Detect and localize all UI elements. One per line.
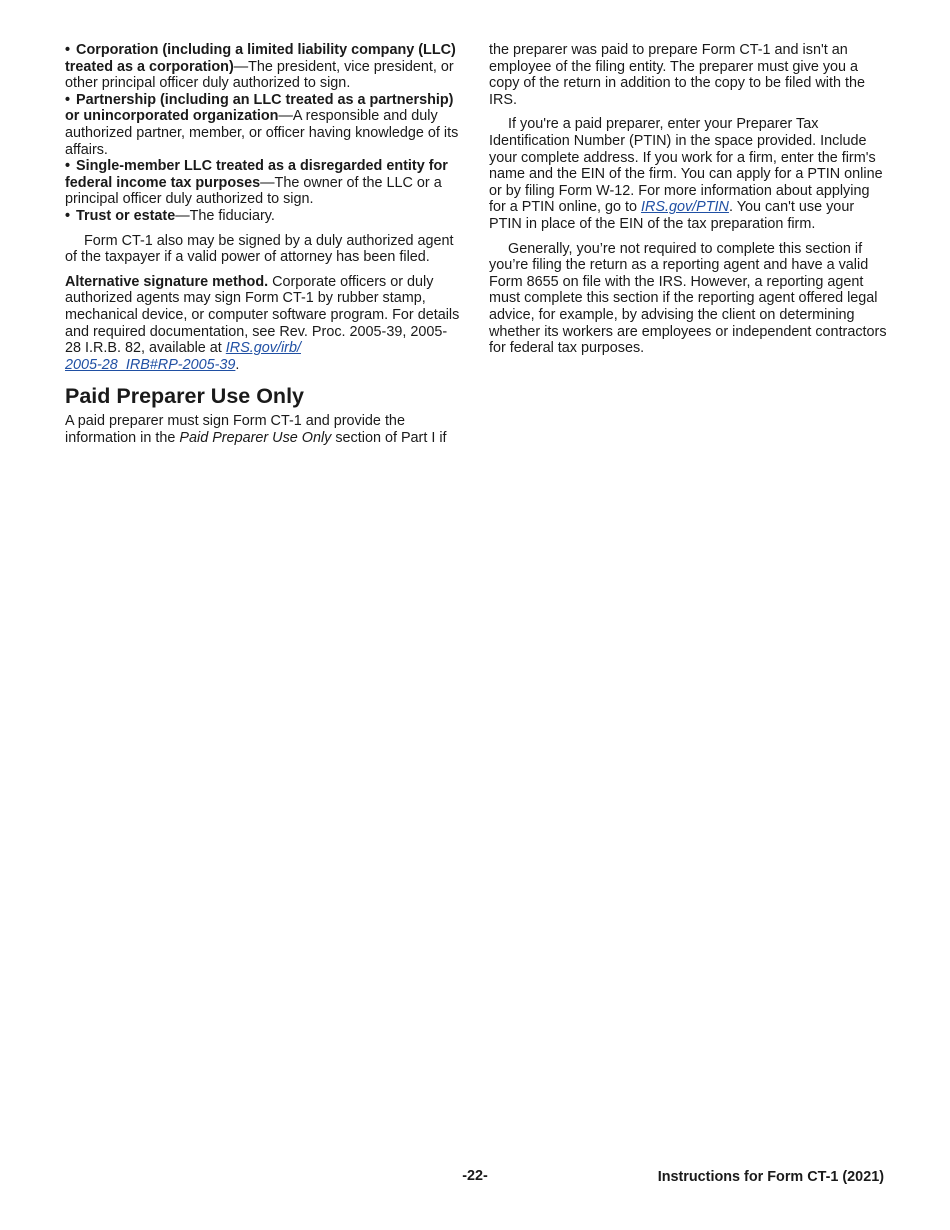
bullet-corporation-term: Corporation (including a limited liability company (LLC) treated as a corporation) [65,42,456,75]
alternative-signature-heading: Alternative signature method. [65,273,269,290]
paid-preparer-text-start: A paid preparer must sign Form CT-1 and provide the information in the [65,413,405,446]
bullet-partnership-text: —A responsible and duly authorized partner, member, or officer having knowledge of its affairs. [65,108,459,158]
agent-signature-paragraph: Form CT-1 also may be signed by a duly authorized agent of the taxpayer if a valid power of attorney has been filed. [65,232,454,266]
section-heading-paid-preparer: Paid Preparer Use Only [65,384,304,409]
rev-proc-link-part-2: 2005-28_IRB#RP-2005-39 [65,356,236,373]
bullet-corporation-text: —The president, vice president, or other principal officer duly authorized to sign. [65,58,454,92]
bullet-corporation [65,42,463,92]
alternative-signature-paragraph [65,274,463,374]
ptin-paragraph [489,116,889,232]
bullet-icon: • [65,91,71,108]
left-column [65,42,463,446]
bullet-partnership-term: Partnership (including an LLC treated as a partnership) or unincorporated organization [65,91,454,125]
paid-preparer-text-end: section of Part I if [331,429,447,446]
alternative-signature-text: Corporate officers or duly authorized agents may sign Form CT-1 by rubber stamp, mechanical device, or computer software program. For details and required documentation, see Rev. Proc. 2005-39, 2005-28 I.R.B. 82, available at [65,273,460,357]
bullet-trust-estate-text: —The fiduciary. [175,207,275,224]
paid-preparer-paragraph [65,413,463,446]
bullet-single-member-llc [65,158,463,208]
bullet-icon: • [65,158,71,175]
alternative-signature-end: . [235,356,240,373]
bullet-single-member-llc-term: Single-member LLC treated as a disregarded entity for federal income tax purposes [65,158,448,191]
rev-proc-link-part-1: IRS.gov/irb/ [225,340,301,357]
bullet-single-member-llc-text: —The owner of the LLC or a principal officer duly authorized to sign. [65,174,442,208]
ptin-link[interactable]: IRS.gov/PTIN [640,199,729,216]
bullet-icon: • [65,42,71,58]
bullet-icon: • [65,207,71,224]
preparer-continuation-paragraph: the preparer was paid to prepare Form CT-1 and isn't an employee of the filing entity. The preparer must give you a copy of the return in addition to the copy to be filed with the IRS. [489,42,865,108]
right-column [489,42,889,357]
ptin-text-end: . You can't use your PTIN in place of the EIN of the tax preparation firm. [489,199,855,232]
footer-document-title: Instructions for Form CT-1 (2021) [657,1169,884,1185]
reporting-agent-paragraph: Generally, you’re not required to complete this section if you’re filing the return as a reporting agent and have a valid Form 8655 on file with the IRS. However, a reporting agent must complete this section if the reporting agent offered legal advice, for example, by advising the client on determining whether its workers are employees or independent contractors for federal tax purposes. [489,240,887,357]
ptin-text-start: If you're a paid preparer, enter your Preparer Tax Identification Number (PTIN) in the space provided. Include your complete address. If you work for a firm, enter the firm's name and the EIN of the firm. You can apply for a PTIN online or by filing Form W-12. For more information about applying for a PTIN online, go to [489,116,883,216]
bullet-partnership [65,92,463,158]
paid-preparer-italic: Paid Preparer Use Only [179,429,332,446]
bullet-trust-estate [65,208,463,225]
bullet-trust-estate-term: Trust or estate [76,207,176,224]
page-number: -22- [462,1168,488,1184]
